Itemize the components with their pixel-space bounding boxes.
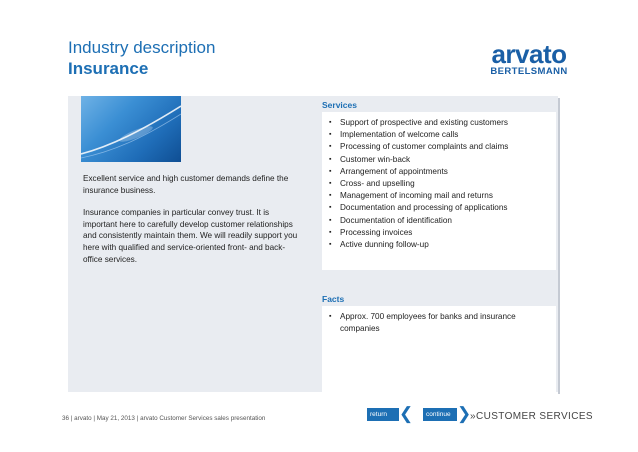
page-title-line1: Industry description	[68, 38, 216, 57]
intro-text	[83, 173, 303, 265]
service-list-item: ▪ Arrangement of appointments	[328, 166, 550, 178]
facts-heading: Facts	[322, 294, 345, 304]
service-list-item: ▪ Management of incoming mail and returns	[328, 190, 550, 202]
decorative-photo	[81, 96, 181, 162]
logo-word: arvato	[491, 39, 567, 69]
fact-list-item: ▪ Approx. 700 employees for banks and insurance companies	[328, 311, 550, 335]
return-button[interactable]: return	[367, 408, 399, 421]
continue-button[interactable]: continue	[423, 408, 457, 421]
service-list-item: ▪ Processing of customer complaints and claims	[328, 141, 550, 153]
service-list-item: ▪ Documentation of identification	[328, 215, 550, 227]
service-list-item: ▪ Cross- and upselling	[328, 178, 550, 190]
services-list	[322, 112, 556, 255]
arvato-logo	[488, 39, 570, 78]
services-box	[322, 112, 556, 270]
service-list-item: ▪ Support of prospective and existing customers	[328, 117, 550, 129]
chevron-right-icon[interactable]: ❯	[457, 404, 472, 423]
page-title-line2: Insurance	[68, 59, 149, 78]
footer-text: 36 | arvato | May 21, 2013 | arvato Customer Services sales presentation	[62, 415, 266, 422]
content-panel	[68, 96, 558, 392]
chevron-left-icon[interactable]: ❮	[399, 404, 414, 423]
intro-paragraph-1: Excellent service and high customer demands define the insurance business.	[83, 174, 289, 195]
customer-services-brand: »CUSTOMER SERVICES	[470, 411, 593, 422]
services-heading: Services	[322, 100, 357, 110]
facts-box	[322, 306, 556, 392]
service-list-item: ▪ Processing invoices	[328, 227, 550, 239]
service-list-item: ▪ Customer win-back	[328, 154, 550, 166]
light-streak-graphic	[81, 96, 181, 162]
facts-list	[322, 306, 556, 339]
service-list-item: ▪ Active dunning follow-up	[328, 239, 550, 251]
service-list-item: ▪ Documentation and processing of applications	[328, 202, 550, 214]
logo-sub: BERTELSMANN	[490, 66, 568, 77]
service-list-item: ▪ Implementation of welcome calls	[328, 129, 550, 141]
intro-paragraph-2: Insurance companies in particular convey trust. It is important here to carefully develop customer relationships and consistently maintain them. We will readily support you here with qualified and service-oriented front- and back-office services.	[83, 208, 298, 264]
